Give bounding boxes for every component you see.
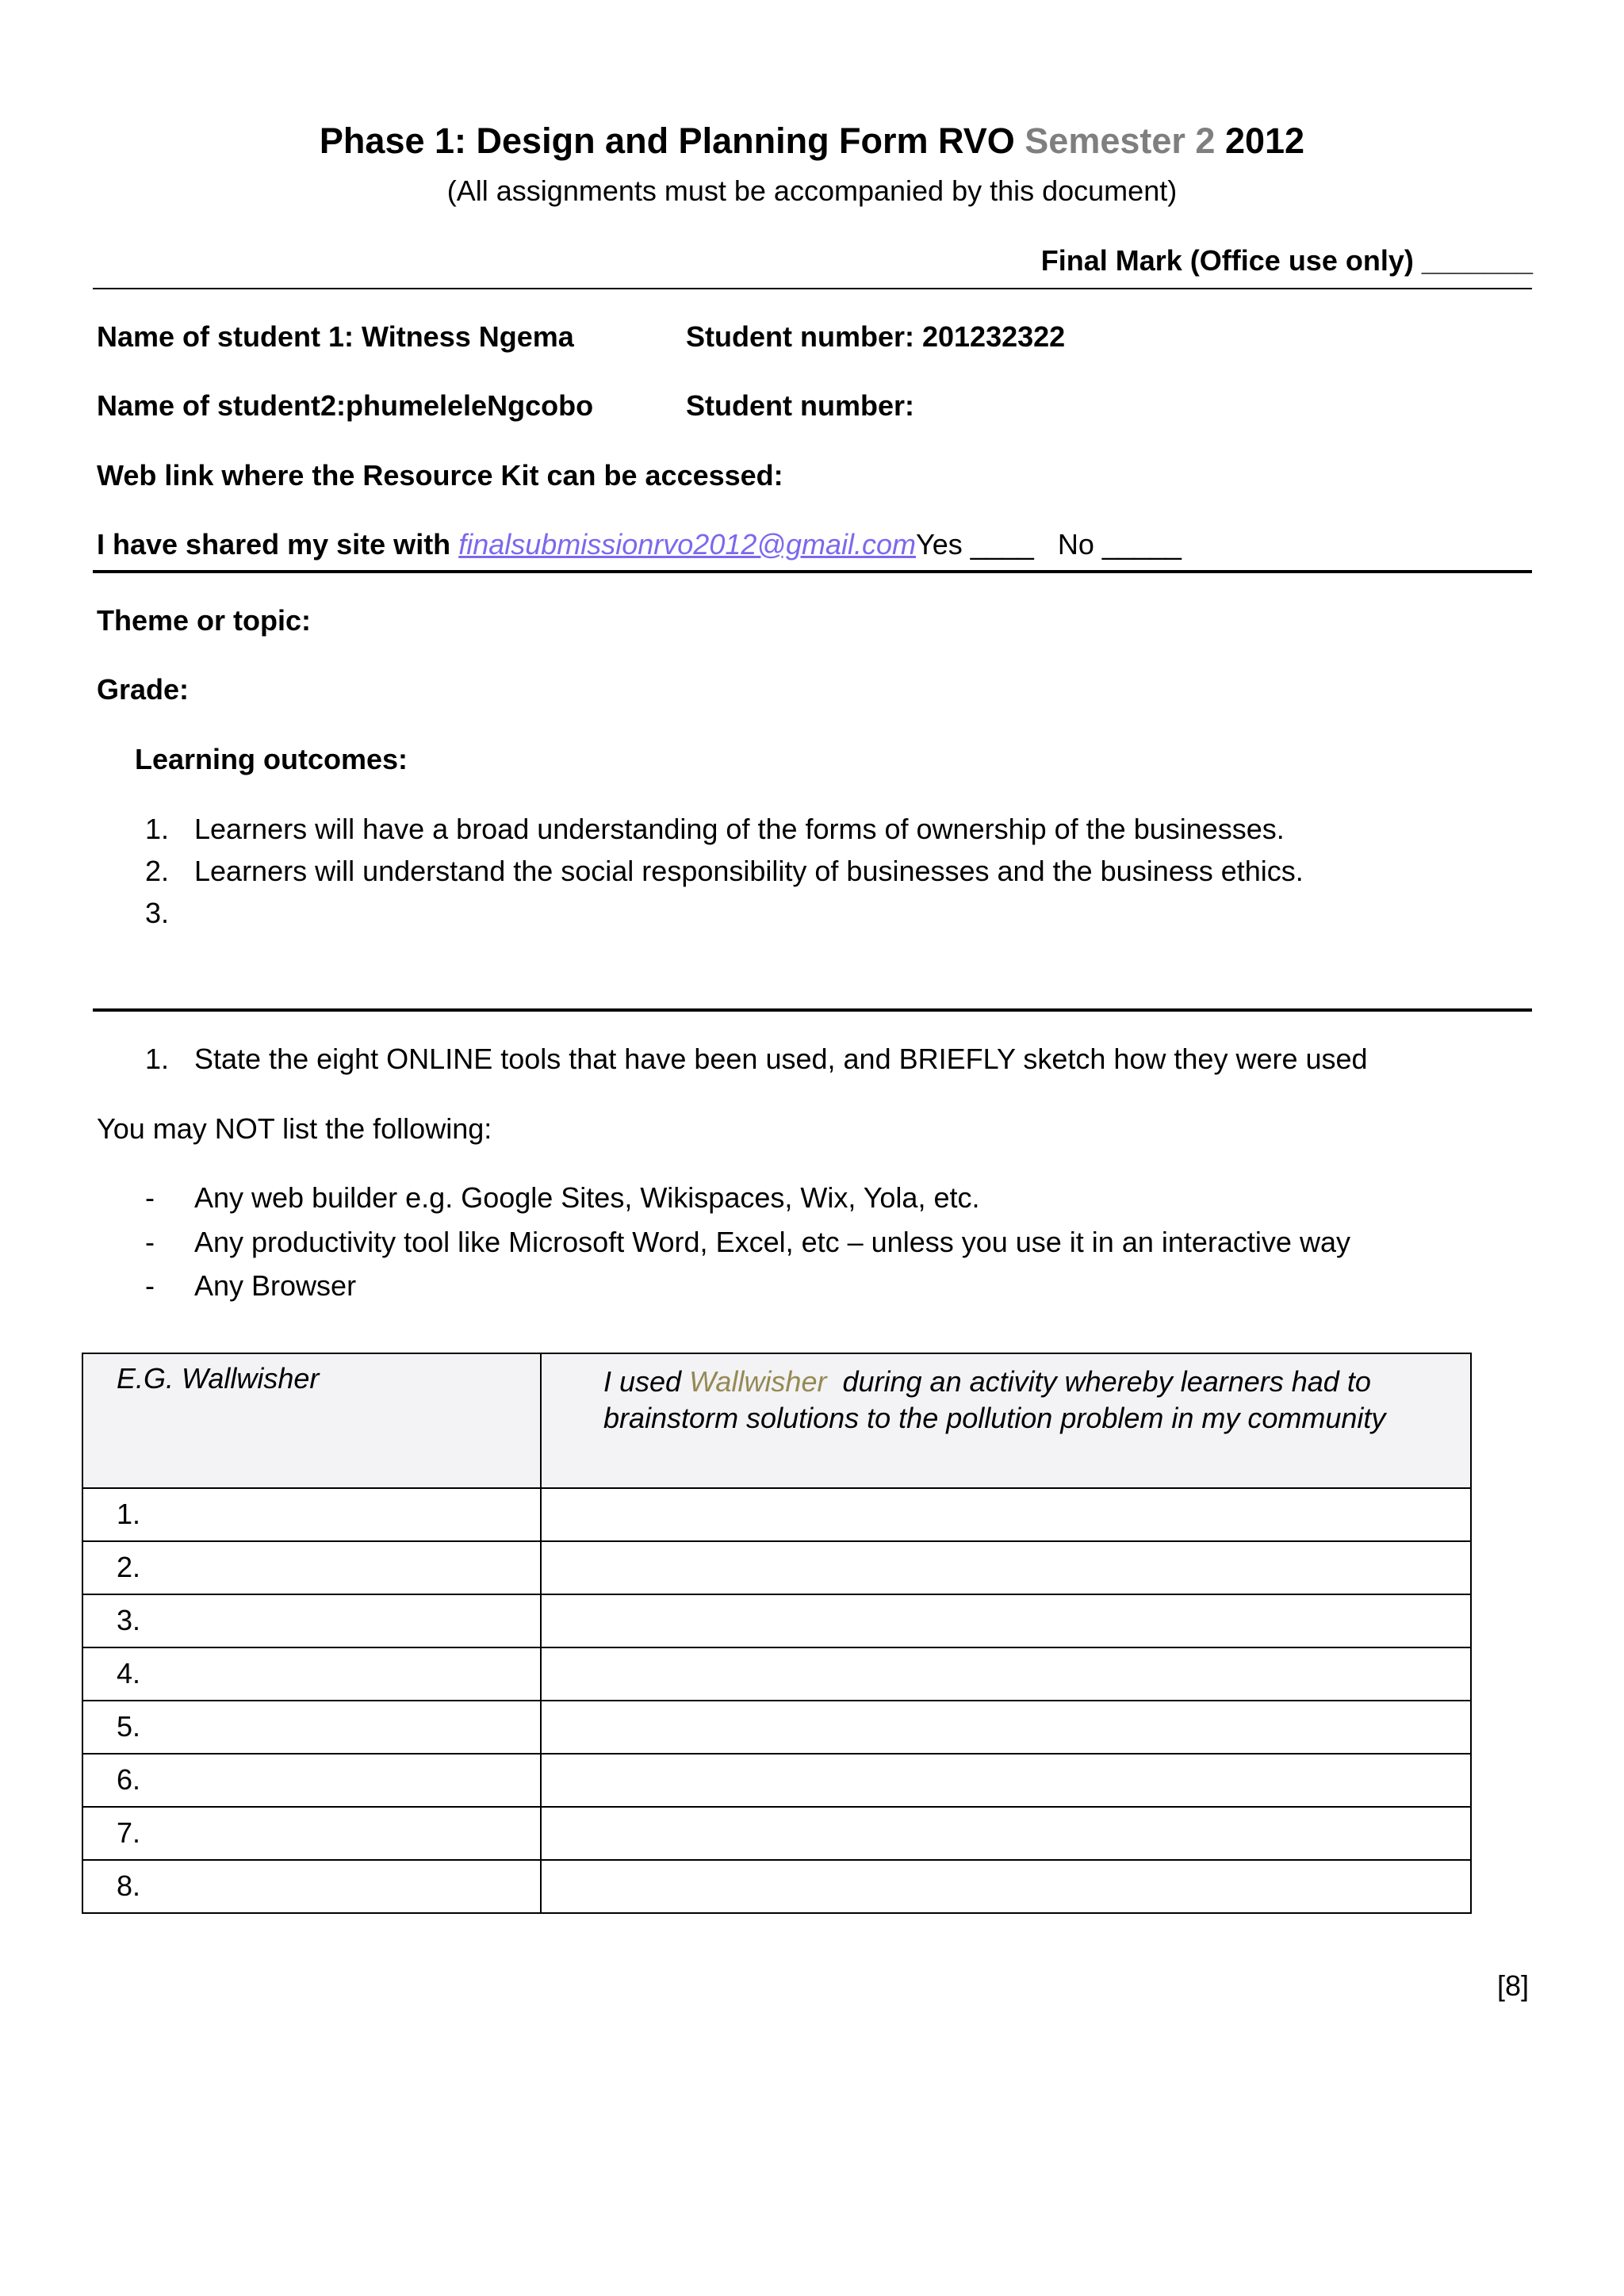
shared-site-line: [97, 525, 1182, 564]
shared-yes: Yes ____: [915, 528, 1034, 561]
example-row: [82, 1353, 1471, 1488]
example-desc-line1: during an activity whereby learners had to: [842, 1365, 1371, 1398]
student1-name: Name of student 1: Witness Ngema: [97, 320, 574, 353]
tool-number-cell: 1.: [82, 1488, 541, 1541]
title-main: Phase 1: Design and Planning Form RVO: [319, 121, 1015, 161]
tool-desc-cell[interactable]: [541, 1647, 1471, 1701]
table-row: [82, 1754, 1471, 1807]
bullet-dash: -: [145, 1181, 155, 1214]
table-row: [82, 1594, 1471, 1647]
final-mark-field: Final Mark (Office use only) _______: [1040, 244, 1533, 277]
tool-desc-cell[interactable]: [541, 1488, 1471, 1541]
outcome-number: 1.: [145, 813, 170, 845]
divider-top: [93, 288, 1532, 289]
example-desc-pre: I used: [603, 1365, 682, 1398]
tool-number-cell: 6.: [82, 1754, 541, 1807]
table-row: [82, 1701, 1471, 1754]
example-tool-cell: [82, 1353, 541, 1488]
web-link-label: Web link where the Resource Kit can be accessed:: [97, 459, 783, 492]
table-row: [82, 1541, 1471, 1594]
outcome-text: Learners will understand the social responsibility of businesses and the business ethics.: [194, 855, 1304, 887]
example-desc-line2: brainstorm solutions to the pollution problem in my community: [603, 1402, 1386, 1434]
tool-desc-cell[interactable]: [541, 1807, 1471, 1860]
student2-name: Name of student2:phumeleleNgcobo: [97, 389, 594, 422]
table-row: [82, 1860, 1471, 1913]
not-list-item: Any web builder e.g. Google Sites, Wikispaces, Wix, Yola, etc.: [194, 1181, 980, 1214]
student2-number: Student number:: [686, 389, 914, 422]
bullet-dash: -: [145, 1226, 155, 1258]
tool-desc-cell[interactable]: [541, 1701, 1471, 1754]
tool-number-cell: 2.: [82, 1541, 541, 1594]
shared-email-link[interactable]: finalsubmissionrvo2012@gmail.com: [458, 528, 916, 561]
shared-no: No _____: [1057, 528, 1182, 561]
example-tool: E.G. Wallwisher: [117, 1362, 320, 1395]
theme-label: Theme or topic:: [97, 604, 312, 637]
tool-desc-cell[interactable]: [541, 1754, 1471, 1807]
example-desc-cell: [541, 1353, 1471, 1488]
tool-desc-cell[interactable]: [541, 1594, 1471, 1647]
title-year: 2012: [1224, 121, 1305, 161]
tool-number-cell: 5.: [82, 1701, 541, 1754]
title-semester: Semester 2: [1025, 121, 1216, 161]
divider-outcomes: [93, 1008, 1532, 1012]
tool-desc-cell[interactable]: [541, 1541, 1471, 1594]
instruction-number: 1.: [145, 1043, 170, 1075]
bullet-dash: -: [145, 1269, 155, 1302]
outcome-number: 3.: [145, 897, 170, 929]
tool-number-cell: 8.: [82, 1860, 541, 1913]
outcomes-heading: Learning outcomes:: [135, 743, 408, 775]
grade-label: Grade:: [97, 673, 190, 706]
tool-number-cell: 3.: [82, 1594, 541, 1647]
page-subtitle: (All assignments must be accompanied by this document): [446, 174, 1178, 207]
instruction-text: State the eight ONLINE tools that have been used, and BRIEFLY sketch how they were used: [194, 1043, 1368, 1075]
not-list-item: Any Browser: [194, 1269, 357, 1302]
section-score: [8]: [1496, 1969, 1529, 2002]
not-list-heading: You may NOT list the following:: [97, 1112, 492, 1145]
tools-table: [82, 1353, 1472, 1914]
outcome-text: Learners will have a broad understanding of the forms of ownership of the businesses.: [194, 813, 1285, 845]
shared-prefix: I have shared my site with: [97, 528, 451, 561]
student1-number: Student number: 201232322: [686, 320, 1066, 353]
not-list-item: Any productivity tool like Microsoft Word, Excel, etc – unless you use it in an interactive way: [194, 1226, 1350, 1258]
outcome-number: 2.: [145, 855, 170, 887]
table-row: [82, 1647, 1471, 1701]
table-row: [82, 1488, 1471, 1541]
tool-number-cell: 7.: [82, 1807, 541, 1860]
example-desc-tool: Wallwisher: [689, 1365, 827, 1398]
page-title: [0, 117, 1624, 165]
tool-number-cell: 4.: [82, 1647, 541, 1701]
divider-students: [93, 570, 1532, 573]
tool-desc-cell[interactable]: [541, 1860, 1471, 1913]
table-row: [82, 1807, 1471, 1860]
